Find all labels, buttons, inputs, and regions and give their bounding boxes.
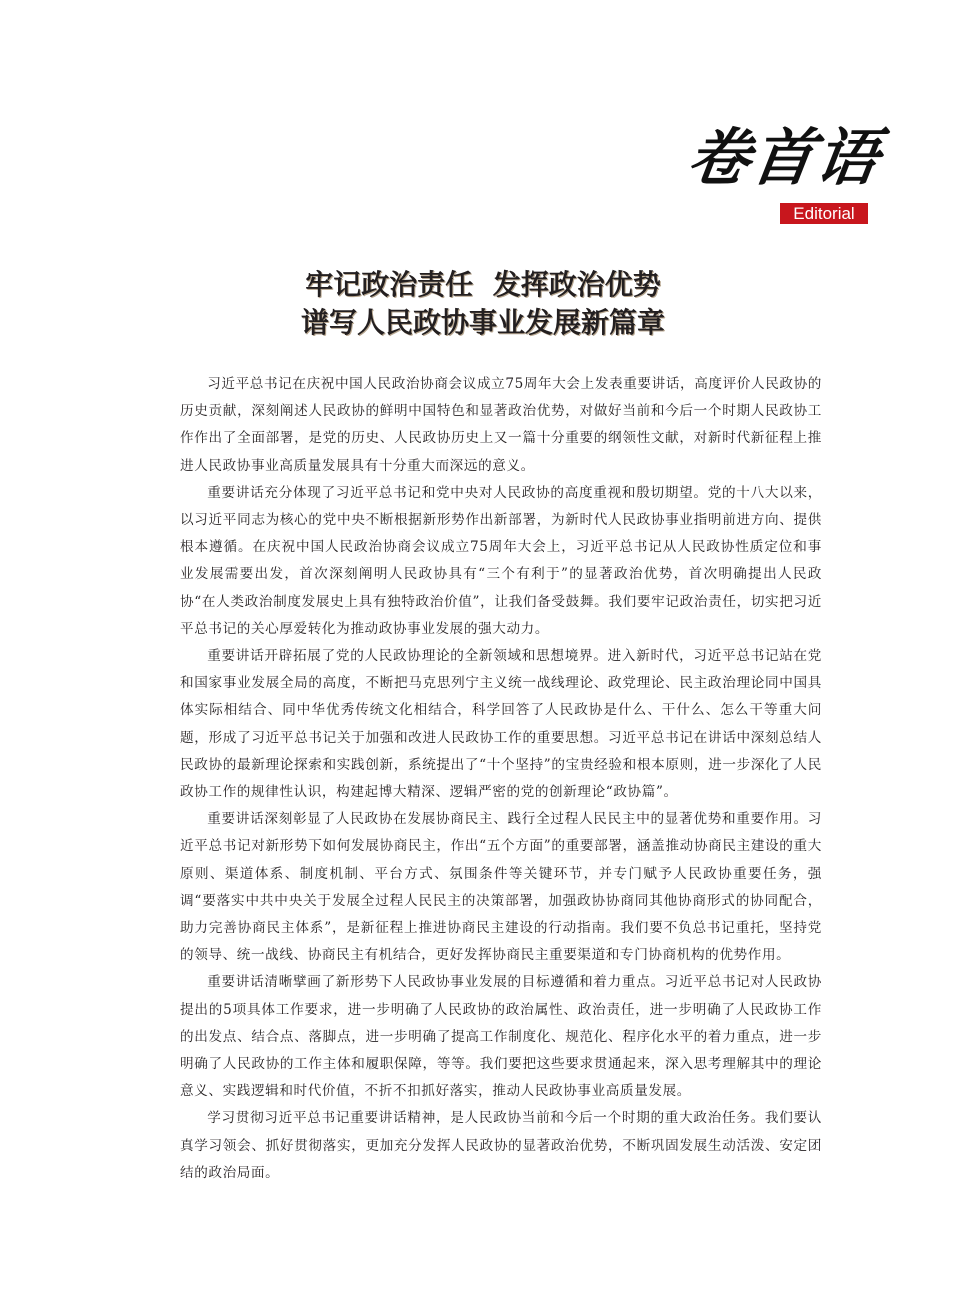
column-name-calligraphy: 卷首语 — [682, 121, 886, 194]
paragraph: 重要讲话开辟拓展了党的人民政协理论的全新领域和思想境界。进入新时代，习近平总书记站在党和国家事业发展全局的高度，不断把马克思列宁主义统一战线理论、政党理论、民主政治理论同中国具体实际相结合、同中华优秀传统文化相结合，科学回答了人民政协是什么、干什么、怎么干等重大问题，形成了习近平总书记关于加强和改进人民政协工作的重要思想。习近平总书记在讲话中深刻总结人民政协的最新理论探索和实践创新，系统提出了“十个坚持”的宝贵经验和根本原则，进一步深化了人民政协工作的规律性认识，构建起博大精深、逻辑严密的党的创新理论“政协篇”。 — [180, 648, 822, 801]
column-header — [682, 118, 886, 228]
article-title — [0, 266, 966, 342]
title-line-2: 谱写人民政协事业发展新篇章 — [300, 306, 665, 339]
paragraph: 重要讲话清晰擘画了新形势下人民政协事业发展的目标遵循和着力重点。习近平总书记对人民政协提出的5项具体工作要求，进一步明确了人民政协的政治属性、政治责任，进一步明确了人民政协工作的出发点、结合点、落脚点，进一步明确了提高工作制度化、规范化、程序化水平的着力重点，进一步明确了人民政协的工作主体和履职保障，等等。我们要把这些要求贯通起来，深入思考理解其中的理论意义、实践逻辑和时代价值，不折不扣抓好落实，推动人民政协事业高质量发展。 — [180, 974, 822, 1100]
editorial-label: Editorial — [780, 203, 868, 224]
paragraph: 学习贯彻习近平总书记重要讲话精神，是人民政协当前和今后一个时期的重大政治任务。我们要认真学习领会、抓好贯彻落实，更加充分发挥人民政协的显著政治优势，不断巩固发展生动活泼、安定团结的政治局面。 — [180, 1110, 822, 1181]
paragraph: 重要讲话深刻彰显了人民政协在发展协商民主、践行全过程人民民主中的显著优势和重要作用。习近平总书记对新形势下如何发展协商民主，作出“五个方面”的重要部署，涵盖推动协商民主建设的重大原则、渠道体系、制度机制、平台方式、氛围条件等关键环节，并专门赋予人民政协重要任务，强调“要落实中共中央关于发展全过程人民民主的决策部署，加强政协协商同其他协商形式的协同配合，助力完善协商民主体系”，是新征程上推进协商民主建设的行动指南。我们要不负总书记重托，坚持党的领导、统一战线、协商民主有机结合，更好发挥协商民主重要渠道和专门协商机构的优势作用。 — [180, 811, 822, 964]
paragraph: 习近平总书记在庆祝中国人民政治协商会议成立75周年大会上发表重要讲话，高度评价人民政协的历史贡献，深刻阐述人民政协的鲜明中国特色和显著政治优势，对做好当前和今后一个时期人民政协工作作出了全面部署，是党的历史、人民政协历史上又一篇十分重要的纲领性文献，对新时代新征程上推进人民政协事业高质量发展具有十分重大而深远的意义。 — [180, 376, 822, 474]
article-body — [180, 371, 822, 1187]
paragraph: 重要讲话充分体现了习近平总书记和党中央对人民政协的高度重视和殷切期望。党的十八大以来，以习近平同志为核心的党中央不断根据新形势作出新部署，为新时代人民政协事业指明前进方向、提供根本遵循。在庆祝中国人民政治协商会议成立75周年大会上，习近平总书记从人民政协性质定位和事业发展需要出发，首次深刻阐明人民政协具有“三个有利于”的显著政治优势，首次明确提出人民政协“在人类政治制度发展史上具有独特政治价值”，让我们备受鼓舞。我们要牢记政治责任，切实把习近平总书记的关心厚爱转化为推动政协事业发展的强大动力。 — [180, 484, 822, 637]
title-line-1: 牢记政治责任 发挥政治优势 — [305, 268, 661, 301]
